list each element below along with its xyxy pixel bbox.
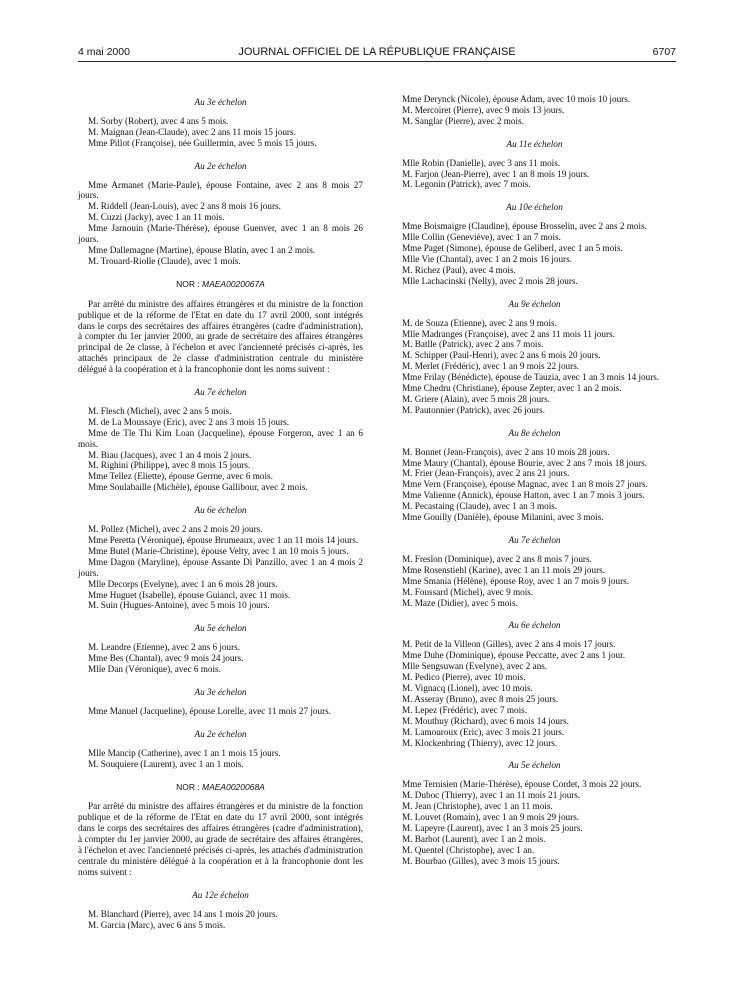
appointment-entry: Mme Valienne (Annick), épouse Hatton, avec 1 an 7 mois 3 jours. — [402, 490, 645, 501]
nor-code: MAEA0020068A — [202, 781, 265, 792]
appointment-entry: M. Bonnet (Jean-François), avec 2 ans 10 mois 28 jours. — [402, 446, 610, 457]
appointment-entry: Mme Jarnouin (Marie-Thérèse), épouse Guenver, avec 1 an 8 mois 26 jours. — [78, 223, 363, 245]
section-spacer — [78, 493, 363, 505]
appointment-entry: M. Richez (Paul), avec 4 mois. — [402, 264, 516, 275]
appointment-entry: Mme Armanet (Marie-Paule), épouse Fontaine, avec 2 ans 8 mois 27 jours. — [78, 179, 363, 201]
echelon-section — [78, 97, 363, 149]
appointment-entry: M. Mercoiret (Pierre), avec 9 mois 13 jours. — [402, 104, 565, 115]
section-spacer — [392, 127, 677, 139]
appointment-entry: M. Batlle (Patrick), avec 2 ans 7 mois. — [402, 339, 544, 350]
appointment-entry: M. Riddell (Jean-Louis), avec 2 ans 8 mois 16 jours. — [88, 201, 281, 212]
appointment-entry: Mlle Robin (Danielle), avec 3 ans 11 mois. — [402, 157, 561, 168]
appointment-entry: Mme Peretta (Véronique), épouse Brumeaux, avec 1 an 11 mois 14 jours. — [88, 535, 359, 545]
echelon-heading: Au 8e échelon — [508, 427, 561, 438]
left-column — [78, 97, 363, 930]
appointment-entry: Mme Huguet (Isabelle), épouse Guiancl, avec 11 mois. — [88, 589, 291, 600]
appointment-entry: M. Pedico (Pierre), avec 10 mois. — [402, 672, 526, 683]
appointment-entry: M. Freslon (Dominique), avec 2 ans 8 mois 7 jours. — [402, 553, 592, 564]
appointment-entry: Mme Pillot (Françoise), née Guillermin, avec 5 mois 15 jours. — [88, 137, 317, 148]
appointment-entry: M. Jean (Christophe), avec 1 an 11 mois. — [402, 801, 553, 812]
appointment-entry: M. Mouthuy (Richard), avec 6 mois 14 jours. — [402, 715, 569, 726]
appointment-entry: Mme Tellez (Eliette), épouse Gerrne, avec 6 mois. — [88, 471, 273, 482]
appointment-entry: M. Maignan (Jean-Claude), avec 2 ans 11 mois 15 jours. — [88, 126, 296, 137]
appointment-entry: M. Righini (Philippe), avec 8 mois 15 jours. — [88, 460, 251, 471]
appointment-entry: Mme Boismaigre (Claudine), épouse Brosselin, avec 2 ans 2 mois. — [402, 221, 647, 232]
echelon-section — [392, 760, 677, 866]
echelon-heading: Au 3e échelon — [194, 686, 247, 697]
echelon-section — [78, 505, 363, 611]
appointment-entry: Mme Manuel (Jacqueline), épouse Lorelle, avec 11 mois 27 jours. — [88, 705, 332, 716]
appointment-entry: M. Lapeyre (Laurent), avec 1 an 3 mois 25 jours. — [402, 822, 583, 833]
nor-code: MAEA0020067A — [202, 278, 265, 289]
echelon-section — [78, 623, 363, 675]
right-column — [392, 94, 677, 867]
appointment-entry: Mlle Collin (Geneviève), avec 1 an 7 mois. — [402, 232, 561, 243]
appointment-entry: Mlle Sengsuwan (Evelyne), avec 2 ans. — [402, 661, 548, 672]
appointment-entry: M. Lamouroux (Eric), avec 3 mois 21 jours. — [402, 726, 565, 737]
appointment-entry: M. Vignacq (Lionel), avec 10 mois. — [402, 682, 533, 693]
appointment-entry: M. Trouard-Riolle (Claude), avec 1 mois. — [88, 255, 241, 266]
appointment-entry: M. Klockenbring (Thierry), avec 12 jours. — [402, 737, 558, 748]
appointment-entry: M. de La Moussaye (Eric), avec 2 ans 3 mois 15 jours. — [88, 416, 290, 427]
header-title: JOURNAL OFFICIEL DE LA RÉPUBLIQUE FRANÇAISE — [238, 46, 516, 58]
nor-label: NOR : — [176, 781, 200, 792]
appointment-entry: Mme Dallemagne (Martine), épouse Blatin, avec 1 an 2 mois. — [88, 244, 316, 255]
appointment-entry: M. Quentel (Christophe), avec 1 an. — [402, 844, 535, 855]
appointment-entry: M. Asseray (Bruno), avec 8 mois 25 jours. — [402, 693, 559, 704]
appointment-entry: M. Souquiere (Laurent), avec 1 an 1 mois. — [88, 758, 244, 769]
echelon-heading: Au 2e échelon — [194, 160, 247, 171]
echelon-heading: Au 7e échelon — [508, 535, 561, 545]
appointment-entry: Mme Gouilly (Danièle), épouse Milanini, avec 3 mois. — [402, 512, 604, 523]
echelon-heading: Au 5e échelon — [194, 623, 247, 634]
appointment-entry: M. Sanglar (Pierre), avec 2 mois. — [402, 115, 524, 126]
appointment-entry: Mlle Lachacinski (Nelly), avec 2 mois 28 jours. — [402, 275, 578, 286]
appointment-entry: Mme Dagon (Maryline), épouse Assante Di Panzillo, avec 1 an 4 mois 2 jours. — [78, 556, 363, 578]
appointment-entry: M. Pecastaing (Claude), avec 1 an 3 mois. — [402, 501, 558, 512]
appointment-entry: Mme Vern (Françoise), épouse Magnac, avec 1 an 8 mois 27 jours. — [402, 479, 648, 490]
appointment-entry: Mlle Decorps (Evelyne), avec 1 an 6 mois 28 jours. — [88, 578, 278, 589]
section-spacer — [392, 190, 677, 202]
echelon-heading: Au 6e échelon — [508, 620, 561, 631]
appointment-entry: Mme Ternisien (Marie-Thérèse), épouse Cordet, 3 mois 22 jours. — [402, 779, 642, 790]
appointment-entry: M. Leandre (Etienne), avec 2 ans 6 jours. — [88, 642, 241, 653]
nor-reference — [78, 782, 363, 793]
appointment-entry: M. Cuzzi (Jacky), avec 1 an 11 mois. — [88, 212, 225, 223]
section-spacer — [392, 608, 677, 620]
echelon-section — [392, 299, 677, 416]
echelon-heading: Au 12e échelon — [192, 889, 249, 900]
appointment-entry: M. Garcia (Marc), avec 6 ans 5 mois. — [88, 919, 226, 930]
appointment-entry: Mlle Dan (Véronique), avec 6 mois. — [88, 664, 221, 675]
header-date: 4 mai 2000 — [78, 46, 130, 58]
header-rule — [78, 61, 676, 62]
section-spacer — [78, 717, 363, 729]
echelon-section — [392, 428, 677, 523]
nor-reference — [78, 279, 363, 290]
section-spacer — [78, 149, 363, 161]
appointment-entry: Mme Derynck (Nicole), épouse Adam, avec 10 mois 10 jours. — [402, 94, 631, 104]
echelon-section — [78, 687, 363, 717]
appointment-entry: Mlle Vie (Chantal), avec 1 an 2 mois 16 jours. — [402, 253, 572, 264]
appointment-entry: Mme Frilay (Bénédicte), épouse de Tauzia, avec 1 an 3 mois 14 jours. — [402, 372, 660, 383]
appointment-entry: Mme Butel (Marie-Christine), épouse Velty, avec 1 an 10 mois 5 jours. — [88, 545, 349, 556]
appointment-entry: M. Pollez (Michel), avec 2 ans 2 mois 20 jours. — [88, 524, 263, 535]
echelon-section — [392, 620, 677, 748]
appointment-entry: M. Duboc (Thierry), avec 1 an 11 mois 21 jours. — [402, 790, 581, 801]
section-spacer — [392, 416, 677, 428]
echelon-section — [78, 729, 363, 770]
section-spacer — [392, 523, 677, 535]
section-spacer — [78, 770, 363, 782]
appointment-entry: Mme Maury (Chantal), épouse Bourie, avec 2 ans 7 mois 18 jours. — [402, 457, 647, 468]
running-header — [78, 46, 676, 62]
echelon-heading: Au 5e échelon — [508, 760, 561, 771]
appointment-entry: M. Frier (Jean-François), avec 2 ans 21 jours. — [402, 468, 570, 479]
appointment-entry: M. de Souza (Etienne), avec 2 ans 9 mois. — [402, 317, 557, 328]
echelon-heading: Au 3e échelon — [194, 97, 247, 107]
section-spacer — [78, 611, 363, 623]
appointment-entry: M. Flesch (Michel), avec 2 ans 5 mois. — [88, 405, 232, 416]
section-spacer — [392, 748, 677, 760]
echelon-heading: Au 9e échelon — [508, 298, 561, 309]
echelon-heading: Au 7e échelon — [194, 387, 247, 398]
appointment-entry: Mme Chedru (Christiane), épouse Zepter, avec 1 an 2 mois. — [402, 383, 622, 394]
echelon-heading: Au 11e échelon — [506, 138, 563, 149]
appointment-entry: Mme de Tle Thi Kim Loan (Jacqueline), épouse Forgeron, avec 1 an 6 mois. — [78, 427, 363, 449]
appointment-entry: M. Biau (Jacques), avec 1 an 4 mois 2 jours. — [88, 449, 252, 460]
appointment-entry: Mme Soulabaille (Michèle), épouse Gallibour, avec 2 mois. — [88, 482, 308, 493]
echelon-section — [392, 202, 677, 286]
appointment-entry: M. Sorby (Robert), avec 4 ans 5 mois. — [88, 115, 229, 126]
appointment-entry: Mlle Mancip (Catherine), avec 1 an 1 mois 15 jours. — [88, 747, 281, 758]
section-spacer — [78, 675, 363, 687]
appointment-entry: M. Lepez (Frédéric), avec 7 mois. — [402, 704, 528, 715]
appointment-entry: M. Barbot (Laurent), avec 1 an 2 mois. — [402, 833, 546, 844]
appointment-entry: M. Blanchard (Pierre), avec 14 ans 1 mois 20 jours. — [88, 908, 278, 919]
echelon-section — [392, 139, 677, 191]
echelon-section — [392, 535, 677, 608]
echelon-heading: Au 10e échelon — [506, 202, 563, 213]
echelon-section — [78, 890, 363, 931]
decree-paragraph: Par arrêté du ministre des affaires étrangères et du ministre de la fonction publique et de la réforme de l'Etat en date du 17 avril 2000, sont intégrés dans le corps des secrétaires des affaires étrangères (cadre d'administration), à compter du 1er janvier 2000, au grade de secrétaire des affaires étrangères, à l'échelon et avec l'ancienneté précisés ci-après, les attachés d'administration centrale du ministère délégué à la coopération et à la francophonie dont les noms suivent : — [78, 801, 363, 877]
appointment-entry: M. Maze (Didier), avec 5 mois. — [402, 597, 518, 608]
appointment-entry: M. Pautonnier (Patrick), avec 26 jours. — [402, 404, 545, 415]
appointment-entry: M. Bourbao (Gilles), avec 3 mois 15 jours. — [402, 855, 560, 866]
appointment-entry: M. Louvet (Romain), avec 1 an 9 mois 29 jours. — [402, 812, 580, 823]
appointment-entry: M. Farjon (Jean-Pierre), avec 1 an 8 mois 19 jours. — [402, 168, 590, 179]
appointment-entry: M. Suin (Hugues-Antoine), avec 5 mois 10 jours. — [88, 600, 270, 611]
appointment-entry: M. Merlet (Frédéric), avec 1 an 9 mois 22 jours. — [402, 361, 580, 372]
decree-paragraph: Par arrêté du ministre des affaires étrangères et du ministre de la fonction publique et de la réforme de l'Etat en date du 17 avril 2000, sont intégrés dans le corps des secrétaires des affaires étrangères (cadre d'administration), à compter du 1er janvier 2000, au grade de secrétaire des affaires étrangères principal de 2e classe, à l'échelon et avec l'ancienneté précisés ci-après, les attachés principaux de 2e classe d'administration centrale du ministère délégué à la coopération et à la francophonie dont les noms suivent : — [78, 298, 363, 375]
section-spacer — [392, 287, 677, 299]
appointment-entry: Mme Smania (Hélène), épouse Roy, avec 1 an 7 mois 9 jours. — [402, 575, 629, 586]
section-spacer — [78, 267, 363, 279]
appointment-entry: M. Griere (Alain), avec 5 mois 28 jours. — [402, 393, 550, 404]
appointment-entry: Mlle Madranges (Françoise), avec 2 ans 11 mois 11 jours. — [402, 328, 615, 339]
appointment-entry: M. Petit de la Villeon (Gilles), avec 2 ans 4 mois 17 jours. — [402, 639, 616, 650]
echelon-heading: Au 2e échelon — [194, 728, 247, 739]
page-number: 6707 — [652, 46, 676, 58]
echelon-section — [78, 387, 363, 493]
appointment-entry: Mme Bes (Chantal), avec 9 mois 24 jours. — [88, 653, 244, 664]
echelon-heading: Au 6e échelon — [194, 505, 247, 516]
appointment-entry: Mme Paget (Simone), épouse de Geliberl, avec 1 an 5 mois. — [402, 243, 623, 254]
echelon-section — [392, 94, 677, 127]
appointment-entry: Mme Duhe (Dominique), épouse Peccatte, avec 2 ans 1 jour. — [402, 650, 625, 661]
nor-label: NOR : — [176, 278, 200, 289]
echelon-section — [78, 161, 363, 267]
appointment-entry: M. Foussard (Michel), avec 9 mois. — [402, 586, 534, 597]
appointment-entry: M. Schipper (Paul-Henri), avec 2 ans 6 mois 20 jours. — [402, 350, 601, 361]
appointment-entry: Mme Rosenstiehl (Karine), avec 1 an 11 mois 29 jours. — [402, 564, 606, 575]
appointment-entry: M. Legonin (Patrick), avec 7 mois. — [402, 179, 531, 190]
